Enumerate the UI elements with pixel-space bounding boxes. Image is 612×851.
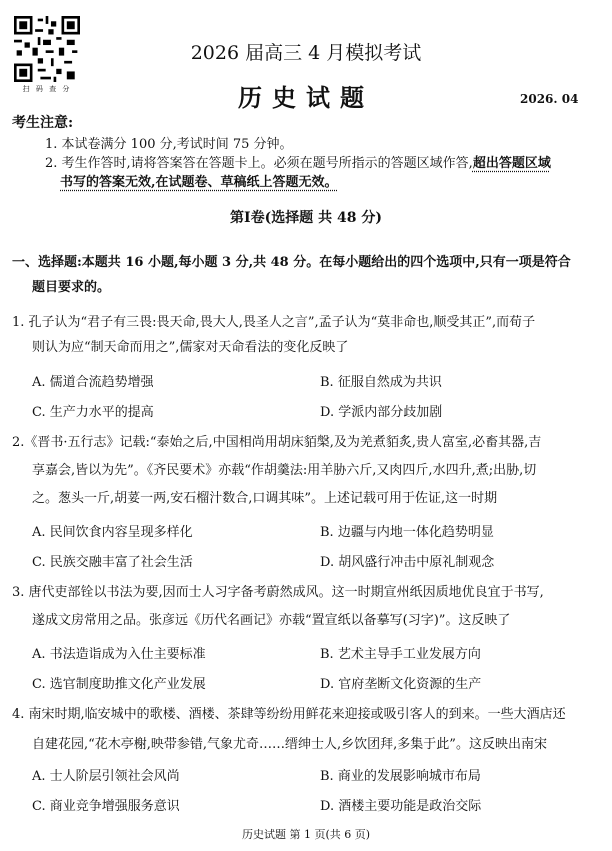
question-3-option-c[interactable]: C. 选官制度助推文化产业发展 <box>32 677 206 692</box>
notice-item-1: 1. 本试卷满分 100 分,考试时间 75 分钟。 <box>45 137 293 152</box>
section-intro-2: 题目要求的。 <box>32 280 111 295</box>
question-3-stem-line: 3. 唐代吏部铨以书法为要,因而士人习字备考蔚然成风。这一时期宣州纸因质地优良宜于书写, <box>12 585 544 600</box>
question-2-stem-line: 2.《晋书·五行志》记载:“泰始之后,中国相尚用胡床貊槃,及为羌煮貊炙,贵人富室,必畜其器,吉 <box>12 435 542 450</box>
subject-title: 历史试题 <box>238 83 374 112</box>
notice-item-2: 2. 考生作答时,请将答案答在答题卡上。必须在题号所指示的答题区域作答,超出答题区域 <box>45 156 551 171</box>
question-2-option-c[interactable]: C. 民族交融丰富了社会生活 <box>32 555 193 570</box>
question-4-option-b[interactable]: B. 商业的发展影响城市布局 <box>320 769 481 784</box>
question-3-stem-line: 遂成文房常用之品。张彦远《历代名画记》亦载“置宣纸以备摹写(习字)”。这反映了 <box>32 613 511 628</box>
part-title: 第Ⅰ卷(选择题 共 48 分) <box>230 210 382 226</box>
question-2-option-a[interactable]: A. 民间饮食内容呈现多样化 <box>32 525 193 540</box>
question-1-stem-line: 1. 孔子认为“君子有三畏:畏天命,畏大人,畏圣人之言”,孟子认为“莫非命也,顺受其正”,而荀子 <box>12 315 536 330</box>
question-4-option-d[interactable]: D. 酒楼主要功能是政治交际 <box>320 799 482 814</box>
page-footer: 历史试题 第 1 页(共 6 页) <box>241 828 371 841</box>
question-1-option-a[interactable]: A. 儒道合流趋势增强 <box>32 375 154 390</box>
question-4-stem-line: 4. 南宋时期,临安城中的歌楼、酒楼、茶肆等纷纷用鲜花来迎接或吸引客人的到来。一些大酒店还 <box>12 707 566 722</box>
question-3-option-b[interactable]: B. 艺术主导手工业发展方向 <box>320 647 481 662</box>
notice-heading: 考生注意: <box>12 115 74 131</box>
qr-caption: 扫 码 查 分 <box>22 85 72 93</box>
exam-title: 2026 届高三 4 月模拟考试 <box>190 42 422 64</box>
question-2-stem-line: 享嘉会,皆以为先”。《齐民要术》亦载“作胡羹法:用羊胁六斤,又肉四斤,水四升,煮;出胁,切 <box>32 463 537 478</box>
question-3-option-a[interactable]: A. 书法造诣成为入仕主要标准 <box>32 647 206 662</box>
question-1-option-b[interactable]: B. 征服自然成为共识 <box>320 375 442 390</box>
question-1-option-d[interactable]: D. 学派内部分歧加剧 <box>320 405 443 420</box>
question-4-option-c[interactable]: C. 商业竞争增强服务意识 <box>32 799 180 814</box>
question-2-stem-line: 之。葱头一斤,胡荽一两,安石榴汁数合,口调其味”。上述记载可用于佐证,这一时期 <box>32 491 498 506</box>
exam-date: 2026. 04 <box>520 92 579 106</box>
question-1-stem-line: 则认为应“制天命而用之”,儒家对天命看法的变化反映了 <box>32 340 349 355</box>
question-2-option-d[interactable]: D. 胡风盛行冲击中原礼制观念 <box>320 555 495 570</box>
question-3-option-d[interactable]: D. 官府垄断文化资源的生产 <box>320 677 482 692</box>
question-4-option-a[interactable]: A. 士人阶层引领社会风尚 <box>32 769 180 784</box>
question-1-option-c[interactable]: C. 生产力水平的提高 <box>32 405 154 420</box>
section-intro-1: 一、选择题:本题共 16 小题,每小题 3 分,共 48 分。在每小题给出的四个选项中,只有一项是符合 <box>12 255 571 270</box>
question-2-option-b[interactable]: B. 边疆与内地一体化趋势明显 <box>320 525 494 540</box>
notice-item-2-cont: 书写的答案无效,在试题卷、草稿纸上答题无效。 <box>60 175 338 190</box>
question-4-stem-line: 自建花园,“花木亭榭,映带参错,气象尤奇……缙绅士人,乡饮团拜,多集于此”。这反映出南宋 <box>32 737 547 752</box>
